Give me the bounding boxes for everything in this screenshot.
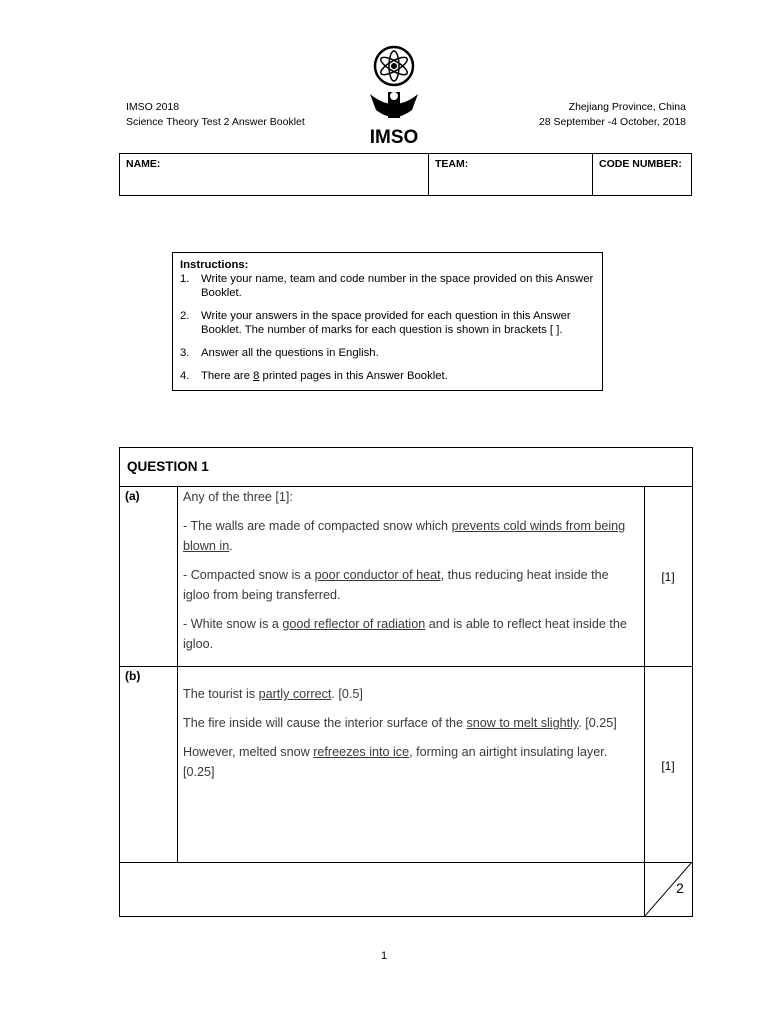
atom-logo-icon: [360, 44, 428, 148]
divider-line: [644, 486, 645, 917]
instruction-item: 4. There are 8 printed pages in this Answer Booklet.: [180, 370, 448, 382]
booklet-title: Science Theory Test 2 Answer Booklet: [126, 116, 305, 128]
divider-line: [119, 666, 693, 667]
team-label: TEAM:: [435, 158, 469, 170]
part-a-marks: [1]: [661, 570, 675, 584]
instructions-title: Instructions:: [180, 259, 249, 271]
venue: Zhejiang Province, China: [568, 101, 686, 113]
total-marks-diagonal: [644, 862, 692, 917]
instruction-item: 2. Write your answers in the space provided for each question in this Answer Booklet. The number of marks for each question is shown in brackets [ ].: [180, 310, 571, 336]
question-title: QUESTION 1: [127, 459, 209, 474]
total-marks: 2: [676, 880, 684, 896]
part-b-marks: [1]: [661, 759, 675, 773]
name-cell[interactable]: [120, 154, 428, 195]
competition-name: IMSO 2018: [126, 101, 180, 113]
part-b-label: (b): [125, 669, 141, 683]
divider-line: [119, 862, 693, 863]
part-b-answer: The tourist is partly correct. [0.5] The fire inside will cause the interior surface of the snow to melt slightly. [0.25] However, melted snow refreezes into ice, forming an airtight insulating layer. [0.25]: [183, 687, 617, 779]
team-cell[interactable]: [428, 154, 592, 195]
page-number: 1: [380, 950, 388, 962]
instruction-item: 3. Answer all the questions in English.: [180, 347, 379, 359]
logo-text: IMSO: [369, 127, 419, 148]
instruction-item: 1. Write your name, team and code number in the space provided on this Answer Booklet.: [180, 273, 594, 299]
divider-line: [177, 486, 178, 863]
code-number-label: CODE NUMBER:: [599, 158, 682, 170]
name-label: NAME:: [126, 158, 161, 170]
candidate-info-table: [119, 153, 692, 196]
instructions-box: [172, 252, 603, 391]
header-left: [126, 100, 305, 130]
instructions-list: [180, 272, 595, 383]
imso-logo: [360, 44, 428, 148]
code-number-cell[interactable]: [592, 154, 692, 195]
part-a-label: (a): [125, 489, 140, 503]
header-right: [520, 100, 686, 130]
dates: 28 September -4 October, 2018: [538, 116, 686, 128]
part-a-answer: Any of the three [1]: - The walls are made of compacted snow which prevents cold winds from being blown in. - Compacted snow is a poor conductor of heat, thus reducing heat inside the igloo from being transferred. - White snow is a good reflector of radiation and is able to reflect heat inside the igloo.: [183, 490, 627, 651]
